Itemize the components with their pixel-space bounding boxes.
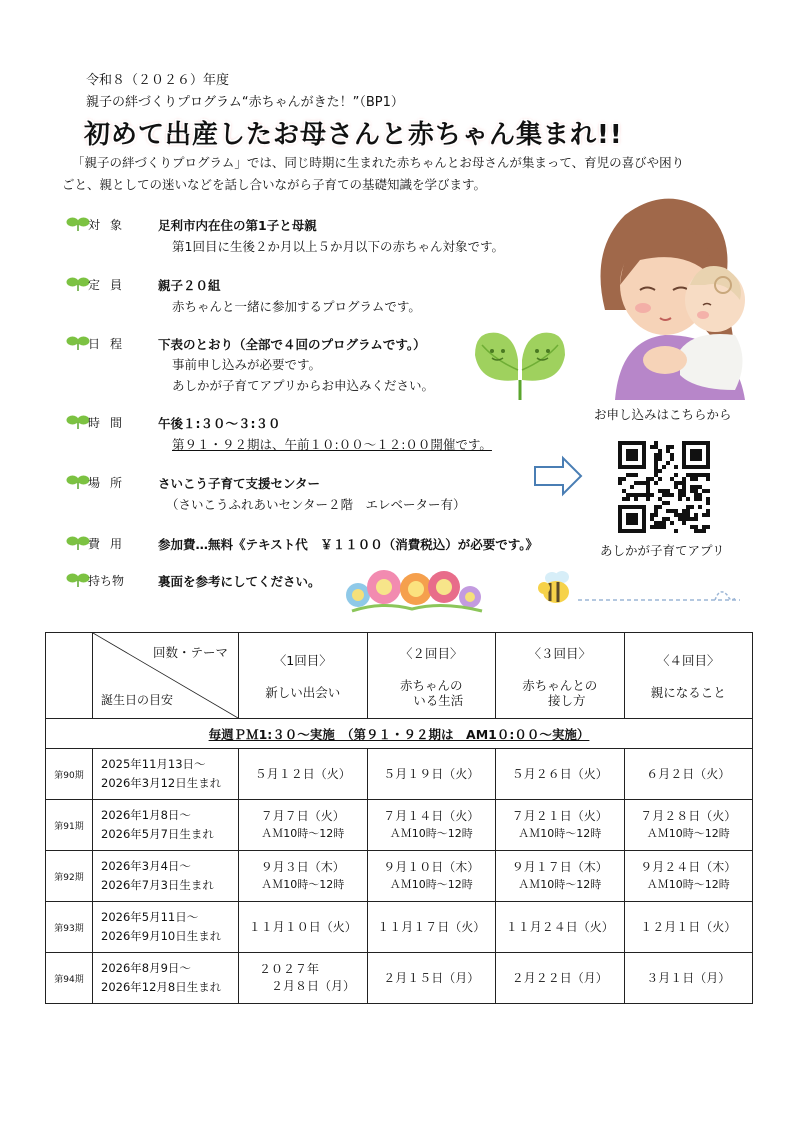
schedule-note-row: [46, 719, 753, 749]
birth-range-cell: [93, 851, 239, 902]
session-number: 〈４回目〉: [656, 653, 720, 668]
session-time: ＡＭ10時～12時: [518, 878, 602, 891]
bee-illustration: [530, 568, 750, 608]
app-name-text: あしかが子育てアプリ: [600, 543, 725, 558]
session-date-cell: [367, 800, 496, 851]
info-sub: 第９１・９２期は、午前１０:００～１２:００開催です。: [172, 437, 492, 452]
session-date: ５月１９日（火）: [383, 766, 480, 781]
sprout-icon: [66, 276, 90, 292]
table-row: [46, 953, 753, 1004]
session-date: ９月２４日（木）: [640, 860, 737, 874]
term-cell: 第94期: [46, 953, 93, 1004]
session-date: １１月２４日（火）: [505, 919, 614, 934]
session-date: ２月２２日（月）: [511, 970, 608, 985]
session-theme: 新しい出会い: [265, 685, 341, 700]
session-number: 〈３回目〉: [528, 645, 591, 661]
session-date: ９月１７日（木）: [511, 860, 608, 874]
table-row: [46, 749, 753, 800]
sprout-icon: [66, 216, 90, 232]
session-date-cell: [496, 800, 625, 851]
birth-range-cell: [93, 902, 239, 953]
session-date: １１月１７日（火）: [377, 919, 486, 934]
info-sub: あしかが子育てアプリからお申込みください。: [172, 378, 435, 393]
info-main: 下表のとおり（全部で４回のプログラムです。）: [158, 337, 426, 352]
mother-and-baby-illustration: [585, 190, 755, 400]
schedule-note: 毎週ＰＭ1:３０～実施 （第９１・９２期は AM1０:００～実施）: [46, 719, 753, 749]
session-date: ２０２７年: [259, 962, 320, 976]
session-date-cell: [239, 800, 368, 851]
info-main: 裏面を参考にしてください。: [158, 574, 321, 589]
term-cell: 第90期: [46, 749, 93, 800]
session-time: ＡＭ10時～12時: [261, 878, 345, 891]
session-theme: 赤ちゃんとの: [522, 677, 598, 693]
birth-range-end: 2026年3月12日生まれ: [101, 776, 222, 790]
session-date-cell: [496, 953, 625, 1004]
birth-range-end: 2026年12月8日生まれ: [101, 980, 222, 994]
session-time: ＡＭ10時～12時: [389, 878, 473, 891]
info-sub: 事前申し込みが必要です。: [172, 357, 322, 372]
sprout-icon: [66, 572, 90, 588]
session-number: 〈1回目〉: [273, 653, 332, 668]
info-label: 対象: [88, 218, 133, 232]
session-date: ７月１４日（火）: [383, 809, 480, 823]
info-label: 時間: [88, 416, 133, 430]
sprout-icon: [66, 474, 90, 490]
birth-range-end: 2026年5月7日生まれ: [101, 827, 214, 841]
sprout-icon: [66, 535, 90, 551]
term-cell: 第92期: [46, 851, 93, 902]
birth-range-start: 2026年1月8日～: [101, 808, 191, 822]
session-date: １２月１日（火）: [640, 919, 737, 934]
session-date: ２月１５日（月）: [383, 970, 480, 985]
info-label: 場所: [88, 476, 133, 490]
intro-line-2: ごと、親としての迷いなどを話し合いながら子育ての基礎知識を学びます。: [62, 177, 487, 192]
term-cell: 第93期: [46, 902, 93, 953]
qr-code[interactable]: [618, 441, 710, 533]
term-cell: 第91期: [46, 800, 93, 851]
table-header-row: [46, 633, 753, 719]
session-date: ７月７日（火）: [260, 809, 345, 823]
session-date-cell: [624, 902, 753, 953]
session-date-cell: [624, 800, 753, 851]
session-date: ９月３日（木）: [260, 860, 345, 874]
table-row: [46, 800, 753, 851]
info-main: 午後１:３０～３:３０: [158, 416, 281, 431]
session-date-cell: [624, 851, 753, 902]
session-time: ＡＭ10時～12時: [518, 827, 602, 840]
birth-range-cell: [93, 953, 239, 1004]
page-title: 初めて出産したお母さんと赤ちゃん集まれ!!: [84, 120, 623, 150]
session-header: [367, 633, 496, 719]
session-time: ＡＭ10時～12時: [646, 827, 730, 840]
info-main: 親子２０組: [158, 278, 221, 293]
birth-range-cell: [93, 749, 239, 800]
clover-leaf-illustration: [470, 325, 570, 405]
session-date: １１月１０日（火）: [248, 919, 357, 934]
info-sub: （さいこうふれあいセンター２階 エレベーター有）: [166, 497, 466, 512]
session-header: [624, 633, 753, 719]
session-theme: いる生活: [413, 692, 464, 708]
info-label: 定員: [88, 278, 133, 292]
session-time: ＡＭ10時～12時: [261, 827, 345, 840]
session-date-cell: [239, 902, 368, 953]
corner-bottom-label: 誕生日の目安: [101, 693, 174, 707]
header-corner-cell: [93, 633, 239, 719]
session-date-cell: [496, 902, 625, 953]
session-date: ５月２６日（火）: [511, 766, 608, 781]
table-row: [46, 902, 753, 953]
session-theme: 接し方: [547, 692, 586, 708]
info-main: さいこう子育て支援センター: [158, 476, 321, 491]
session-time: ＡＭ10時～12時: [646, 878, 730, 891]
session-date-cell: [367, 953, 496, 1004]
session-date: ５月１２日（火）: [254, 766, 351, 781]
info-main: 参加費…無料《テキスト代 ￥１１００（消費税込）が必要です。》: [158, 537, 539, 552]
session-theme: 赤ちゃんの: [399, 677, 463, 693]
session-date: ６月２日（火）: [646, 766, 731, 781]
arrow-right-icon: [533, 455, 583, 497]
session-header: [496, 633, 625, 719]
session-date: ９月１０日（木）: [383, 860, 480, 874]
birth-range-start: 2025年11月13日～: [101, 757, 206, 771]
session-time: ＡＭ10時～12時: [389, 827, 473, 840]
sprout-icon: [66, 414, 90, 430]
table-row: [46, 851, 753, 902]
session-date-cell: [496, 749, 625, 800]
info-label: 費用: [88, 537, 133, 551]
birth-range-cell: [93, 800, 239, 851]
info-main: 足利市内在住の第1子と母親: [158, 218, 317, 233]
session-date-cell: [239, 851, 368, 902]
session-date-cell: [239, 749, 368, 800]
session-date-cell: [624, 749, 753, 800]
session-date-cell: [496, 851, 625, 902]
corner-top-label: 回数・テーマ: [152, 645, 228, 660]
session-date: ７月２８日（火）: [640, 809, 737, 823]
info-label: 日程: [88, 337, 133, 351]
birth-range-end: 2026年9月10日生まれ: [101, 929, 222, 943]
program-name-line: 親子の絆づくりプログラム“赤ちゃんがきた！”（BP1）: [86, 95, 404, 110]
info-label: 持ち物: [88, 574, 125, 588]
session-date-cell: [367, 902, 496, 953]
session-date: ２月８日（月）: [271, 979, 356, 993]
session-number: 〈２回目〉: [399, 645, 463, 661]
header-blank-cell: [46, 633, 93, 719]
session-date-cell: [367, 749, 496, 800]
fiscal-year-line: 令和８（２０２６）年度: [86, 73, 230, 88]
session-header: [239, 633, 368, 719]
birth-range-start: 2026年3月4日～: [101, 859, 191, 873]
session-date-cell: [367, 851, 496, 902]
birth-range-end: 2026年7月3日生まれ: [101, 878, 214, 892]
schedule-table: [45, 632, 753, 1004]
session-date-cell: [624, 953, 753, 1004]
sprout-icon: [66, 335, 90, 351]
session-date-cell: [239, 953, 368, 1004]
session-theme: 親になること: [650, 685, 726, 700]
info-sub: 赤ちゃんと一緒に参加するプログラムです。: [172, 299, 421, 314]
birth-range-start: 2026年5月11日～: [101, 910, 199, 924]
session-date: ７月２１日（火）: [511, 809, 608, 823]
info-sub: 第1回目に生後２か月以上５か月以下の赤ちゃん対象です。: [172, 239, 504, 254]
birth-range-start: 2026年8月9日～: [101, 961, 191, 975]
flowers-illustration: [342, 565, 488, 615]
apply-here-text: お申し込みはこちらから: [594, 407, 732, 422]
intro-line-1: 「親子の絆づくりプログラム」では、同じ時期に生まれた赤ちゃんとお母さんが集まって、育児の喜びや困り: [72, 155, 685, 170]
session-date: ３月１日（月）: [646, 970, 731, 985]
